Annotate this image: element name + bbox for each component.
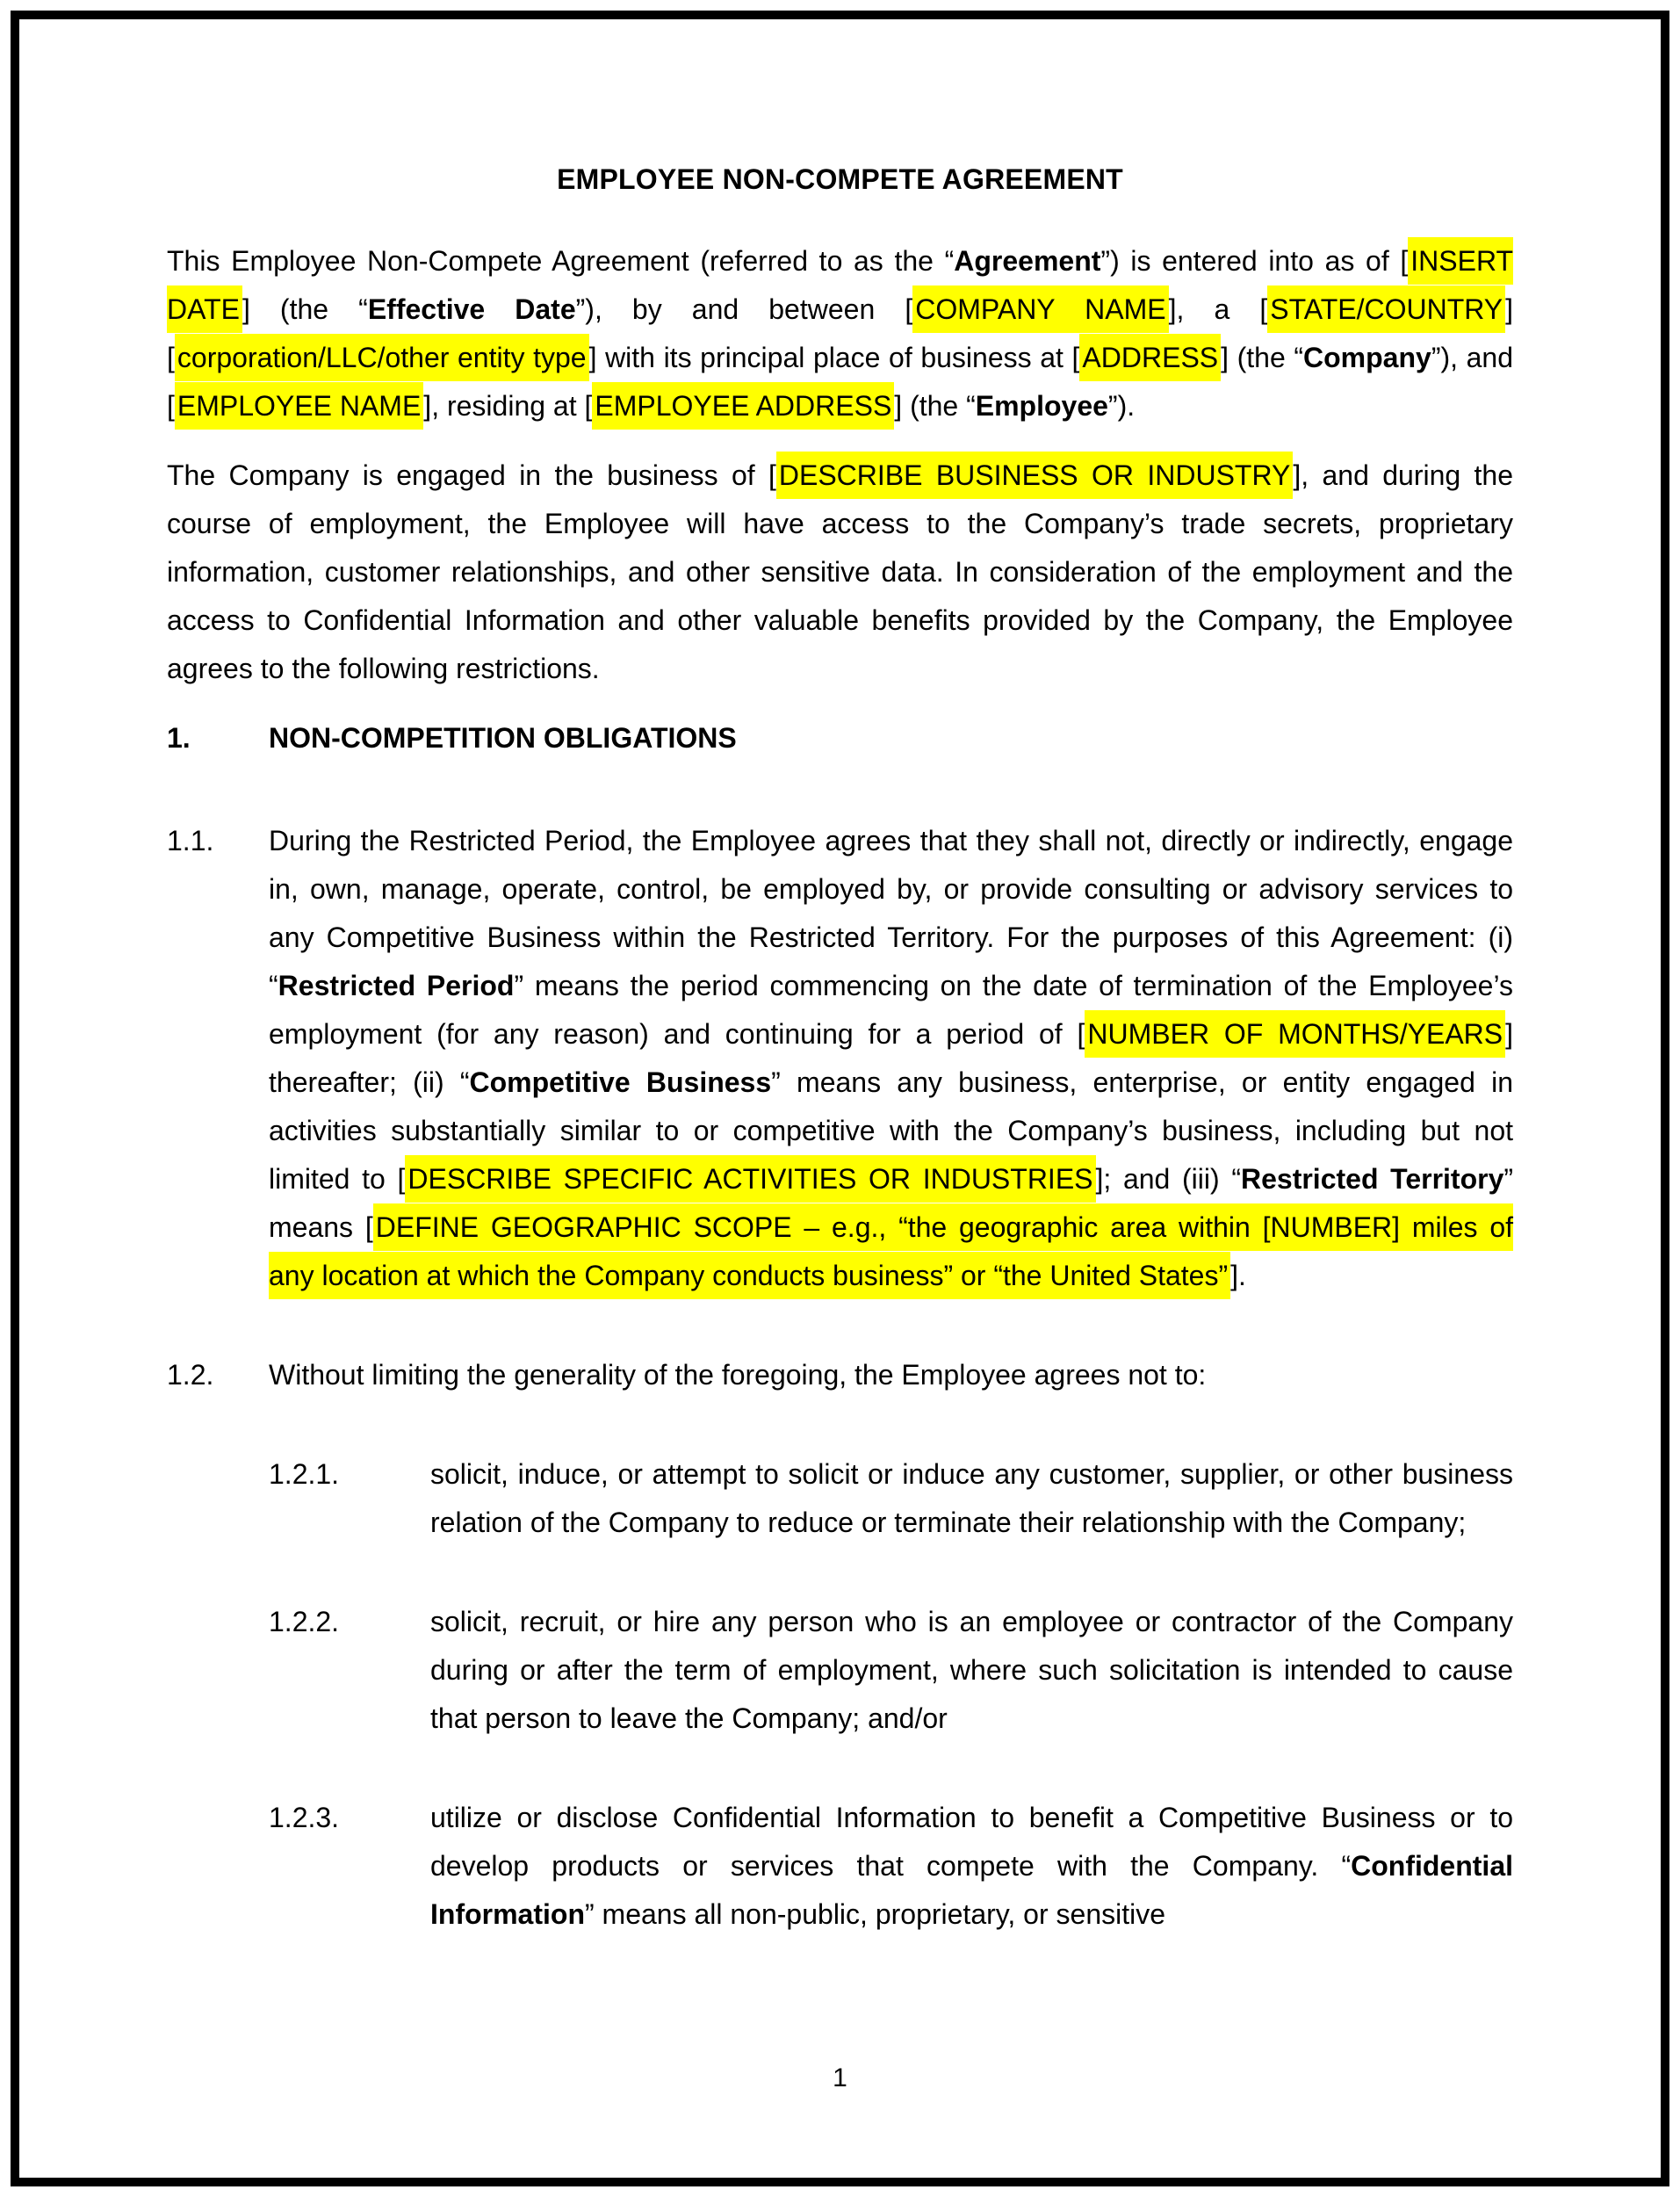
clause-1-2-3 [167, 1794, 1513, 1939]
clause-1-2-1 [167, 1450, 1513, 1547]
clause-1-1 [167, 817, 1513, 1300]
text-run: ] (the “ [894, 390, 976, 422]
clause-number: 1.2. [167, 1359, 214, 1391]
text-run: ”) is entered into as of [ [1100, 245, 1409, 277]
text-run: ”), and [ [167, 342, 1514, 422]
document-title: EMPLOYEE NON-COMPETE AGREEMENT [557, 163, 1123, 195]
placeholder-highlight: ADDRESS [1079, 334, 1221, 381]
section-1-heading [167, 714, 1513, 762]
clause-text [269, 1351, 1513, 1399]
placeholder-highlight: DEFINE GEOGRAPHIC SCOPE – e.g., “the geographic area within [NUMBER] miles of any location at which the Company conducts business” or “the United States” [269, 1203, 1513, 1299]
text-run: ], and during the course of employment, the Employee will have access to the Company’s trade secrets, proprietary information, customer relationships, and other sensitive data. In consideration of the employment and the access to Confidential Information and other valuable benefits provided by the Company, the Employee agrees to the following restrictions. [167, 459, 1514, 684]
text-run: solicit, recruit, or hire any person who is an employee or contractor of the Company during or after the term of employment, where such solicitation is intended to cause that person to leave the Company; and/or [430, 1606, 1513, 1734]
clause-text [430, 1598, 1513, 1743]
text-run: ] (the “ [1221, 342, 1304, 373]
text-run: Without limiting the generality of the foregoing, the Employee agrees not to: [269, 1359, 1207, 1391]
clause-text [430, 1794, 1513, 1939]
recitals-paragraph [167, 452, 1513, 693]
page-number: 1 [833, 2063, 847, 2092]
text-run: ” means [ [269, 1163, 1514, 1243]
clause-1-2-2 [167, 1598, 1513, 1743]
text-run: ] (the “ [242, 293, 368, 325]
placeholder-highlight: INSERT DATE [167, 237, 1513, 333]
clause-number: 1.2.2. [269, 1606, 340, 1637]
placeholder-highlight: EMPLOYEE ADDRESS [592, 382, 894, 430]
text-run: ” means the period commencing on the date of termination of the Employee’s employment (for any reason) and continuing for a period of [ [269, 970, 1514, 1050]
text-run: ], a [ [1168, 293, 1268, 325]
clause-number: 1.1. [167, 825, 214, 856]
text-run: ”), by and between [ [575, 293, 913, 325]
intro-paragraph [167, 237, 1513, 430]
section-heading-text: NON-COMPETITION OBLIGATIONS [269, 722, 737, 754]
section-number: 1. [167, 722, 191, 754]
document-content [167, 0, 1513, 1990]
placeholder-highlight: DESCRIBE BUSINESS OR INDUSTRY [776, 452, 1293, 499]
text-run: ], residing at [ [423, 390, 593, 422]
text-run: ”). [1107, 390, 1136, 422]
defined-term-bold: Competitive Business [469, 1066, 772, 1098]
clause-text [269, 817, 1513, 1300]
defined-term-bold: Effective Date [367, 293, 576, 325]
defined-term-bold: Confidential Information [430, 1850, 1513, 1930]
document-body [167, 237, 1513, 1939]
text-run: During the Restricted Period, the Employee agrees that they shall not, directly or indirectly, engage in, own, manage, operate, control, be employed by, or provide consulting or advisory services to any Competitive Business within the Restricted Territory. For the purposes of this Agreement: (i) “ [269, 825, 1513, 1001]
clause-number: 1.2.3. [269, 1802, 340, 1833]
defined-term-bold: Restricted Territory [1240, 1163, 1504, 1195]
placeholder-highlight: STATE/COUNTRY [1267, 285, 1505, 333]
defined-term-bold: Employee [975, 390, 1108, 422]
text-run: ” means any business, enterprise, or entity engaged in activities substantially similar to or competitive with the Company’s business, including but not limited to [ [269, 1066, 1514, 1195]
placeholder-highlight: EMPLOYEE NAME [175, 382, 423, 430]
text-run: ] with its principal place of business at [ [588, 342, 1080, 373]
placeholder-highlight: COMPANY NAME [912, 285, 1168, 333]
clause-1-2 [167, 1351, 1513, 1399]
text-run: solicit, induce, or attempt to solicit or induce any customer, supplier, or other business relation of the Company to reduce or terminate their relationship with the Company; [430, 1458, 1513, 1538]
text-run: This Employee Non-Compete Agreement (referred to as the “ [167, 245, 955, 277]
text-run: ]. [1230, 1260, 1246, 1291]
clause-text [430, 1450, 1513, 1547]
text-run: ] [ [167, 293, 1514, 373]
defined-term-bold: Company [1303, 342, 1431, 373]
text-run: utilize or disclose Confidential Information to benefit a Competitive Business or to develop products or services that compete with the Company. “ [430, 1802, 1513, 1882]
text-run: ]; and (iii) “ [1095, 1163, 1241, 1195]
placeholder-highlight: DESCRIBE SPECIFIC ACTIVITIES OR INDUSTRIES [405, 1155, 1095, 1203]
text-run: ” means all non-public, proprietary, or sensitive [584, 1898, 1166, 1930]
placeholder-highlight: corporation/LLC/other entity type [175, 334, 589, 381]
text-run: The Company is engaged in the business of [ [167, 459, 776, 491]
text-run: ] thereafter; (ii) “ [269, 1018, 1514, 1098]
clause-number: 1.2.1. [269, 1458, 340, 1490]
defined-term-bold: Agreement [954, 245, 1101, 277]
placeholder-highlight: NUMBER OF MONTHS/YEARS [1085, 1010, 1505, 1058]
defined-term-bold: Restricted Period [278, 970, 515, 1001]
